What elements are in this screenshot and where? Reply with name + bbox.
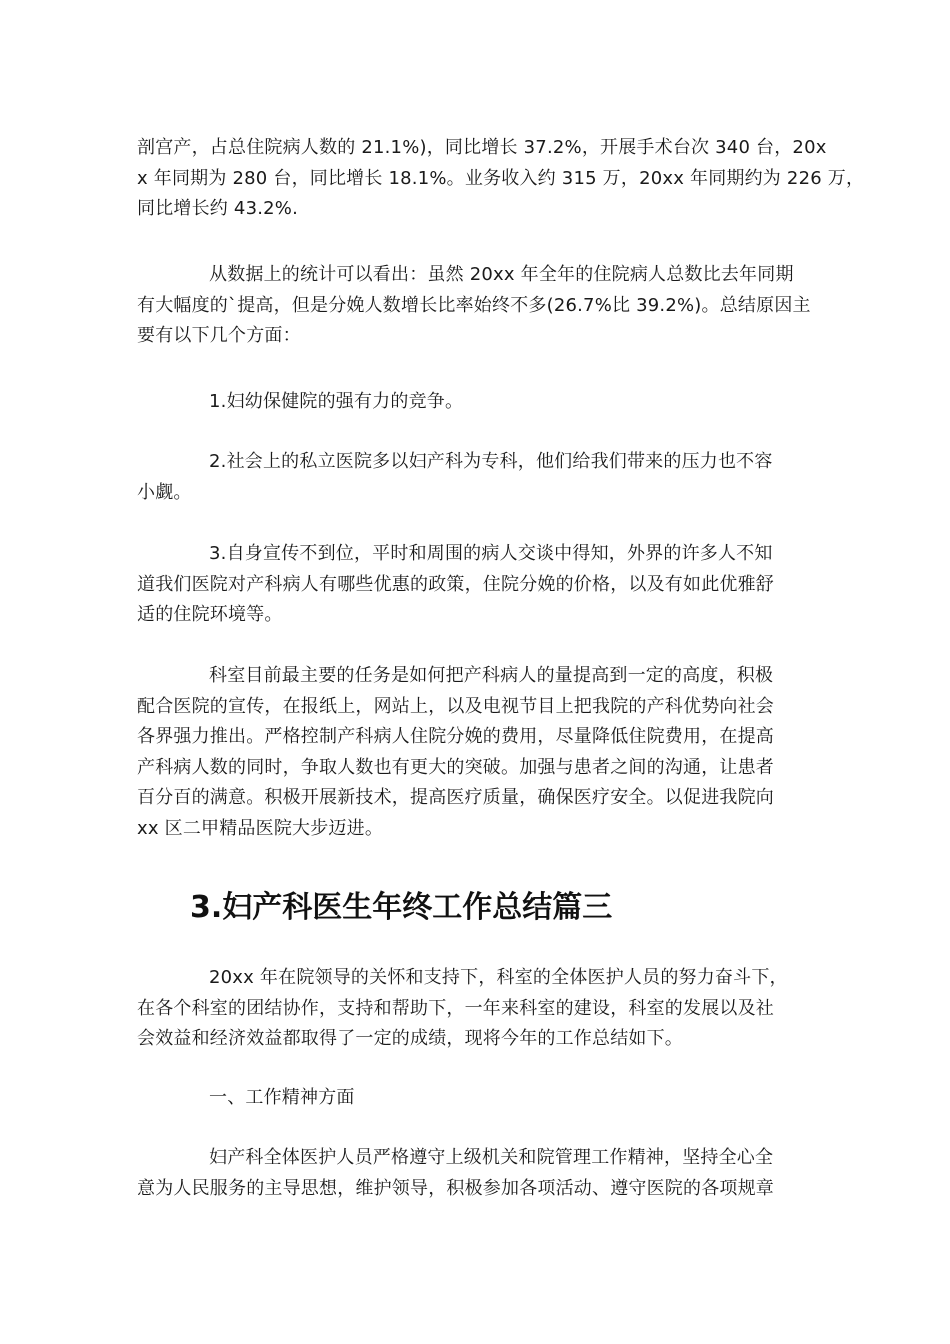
text-line: 一、工作精神方面 xyxy=(209,1087,355,1108)
text-line: 意为人民服务的主导思想，维护领导，积极参加各项活动、遵守医院的各项规章 xyxy=(137,1177,774,1199)
section-heading: 3.妇产科医生年终工作总结篇三 xyxy=(190,890,613,925)
text-line: 2.社会上的私立医院多以妇产科为专科，他们给我们带来的压力也不容 xyxy=(209,451,773,472)
text-line: 各界强力推出。严格控制产科病人住院分娩的费用，尽量降低住院费用，在提高 xyxy=(137,726,774,747)
text-line: 百分百的满意。积极开展新技术，提高医疗质量，确保医疗安全。以促进我院向 xyxy=(137,787,774,808)
subheading-work-spirit xyxy=(137,1083,817,1114)
text-line: 同比增长约 43.2%. xyxy=(137,198,299,219)
paragraph-department-tasks xyxy=(137,661,817,844)
text-line: 适的住院环境等。 xyxy=(137,604,283,625)
paragraph-annual-intro xyxy=(137,963,817,1055)
text-line: 3.自身宣传不到位，平时和周围的病人交谈中得知，外界的许多人不知 xyxy=(209,543,773,564)
paragraph-revenue-stats xyxy=(137,133,865,225)
text-line: 配合医院的宣传，在报纸上，网站上，以及电视节目上把我院的产科优势向社会 xyxy=(137,695,774,717)
text-line: 剖宫产，占总住院病人数的 21.1%)，同比增长 37.2%，开展手术台次 340 台，20x xyxy=(137,137,827,158)
text-line: 科室目前最主要的任务是如何把产科病人的量提高到一定的高度，积极 xyxy=(209,665,774,686)
text-line: x 年同期为 280 台，同比增长 18.1%。业务收入约 315 万，20xx 年同期约为 226 万， xyxy=(137,167,865,189)
text-line: 产科病人数的同时，争取人数也有更大的突破。加强与患者之间的沟通，让患者 xyxy=(137,756,774,778)
text-line: 会效益和经济效益都取得了一定的成绩，现将今年的工作总结如下。 xyxy=(137,1028,683,1049)
text-line: 要有以下几个方面： xyxy=(137,325,301,346)
paragraph-statistics-analysis xyxy=(137,260,817,352)
list-item-reason-2 xyxy=(137,447,817,508)
list-item-reason-3 xyxy=(137,539,817,631)
text-line: 小觑。 xyxy=(137,481,192,503)
text-line: 妇产科全体医护人员严格遵守上级机关和院管理工作精神，坚持全心全 xyxy=(209,1147,774,1168)
text-line: xx 区二甲精品医院大步迈进。 xyxy=(137,817,384,839)
text-line: 在各个科室的团结协作，支持和帮助下，一年来科室的建设，科室的发展以及社 xyxy=(137,997,774,1019)
text-line: 道我们医院对产科病人有哪些优惠的政策，住院分娩的价格，以及有如此优雅舒 xyxy=(137,573,774,595)
text-line: 20xx 年在院领导的关怀和支持下，科室的全体医护人员的努力奋斗下， xyxy=(209,967,788,988)
text-line: 从数据上的统计可以看出：虽然 20xx 年全年的住院病人总数比去年同期 xyxy=(209,264,794,285)
text-line: 1.妇幼保健院的强有力的竞争。 xyxy=(209,391,464,412)
list-item-reason-1 xyxy=(137,387,817,418)
paragraph-work-spirit xyxy=(137,1143,817,1204)
text-line: 有大幅度的`提高，但是分娩人数增长比率始终不多(26.7%比 39.2%)。总结原因主 xyxy=(137,294,811,316)
